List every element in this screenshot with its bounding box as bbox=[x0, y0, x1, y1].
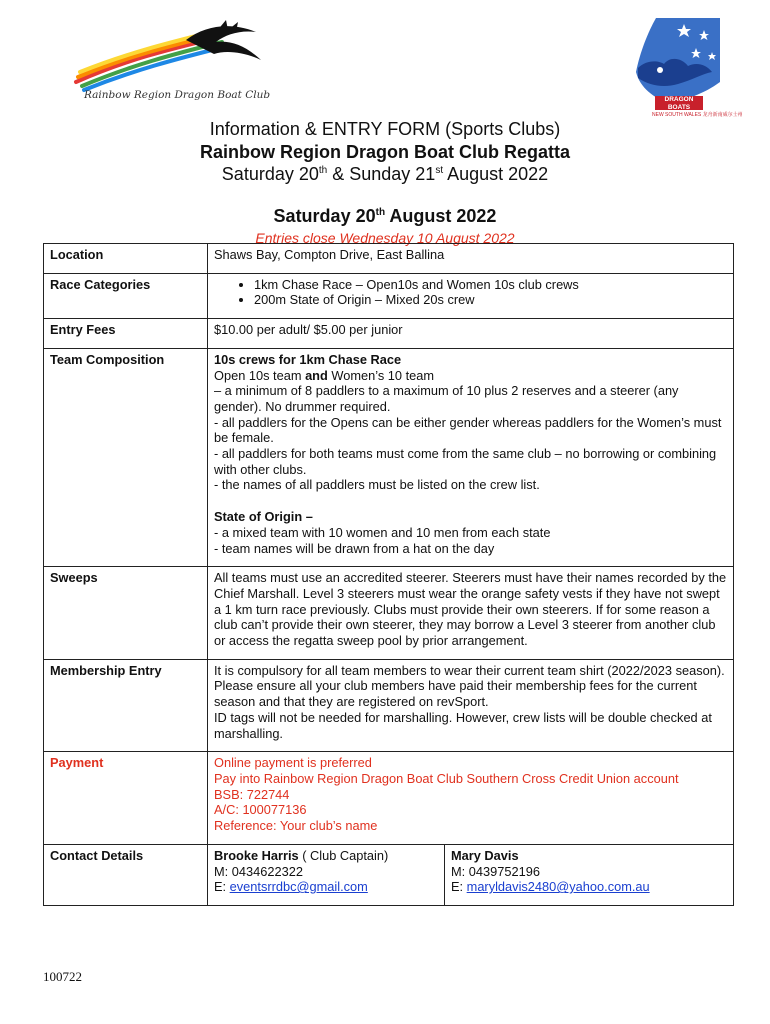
row-contact bbox=[44, 844, 734, 905]
row-race-categories bbox=[44, 273, 734, 318]
race-categories-value bbox=[208, 273, 734, 318]
team-heading: 10s crews for 1km Chase Race bbox=[214, 351, 402, 367]
contact-name: Mary Davis bbox=[451, 847, 519, 863]
document-code: 100722 bbox=[43, 969, 82, 984]
team-line: - all paddlers for both teams must come from the same club – no borrowing or combining with other clubs. bbox=[214, 446, 717, 477]
race-category-item: • 1km Chase Race – Open10s and Women 10s club crews bbox=[254, 277, 729, 293]
race-category-item: • 200m State of Origin – Mixed 20s crew bbox=[254, 292, 729, 308]
contact-brooke: Brooke Harris ( Club Captain) M: 0434622322 E: eventsrrdbc@gmail.com bbox=[208, 845, 445, 905]
membership-line: ID tags will not be needed for marshalling. However, crew lists will be double checked at marshalling. bbox=[214, 709, 712, 741]
club-logo bbox=[66, 20, 271, 110]
logo-caption: Rainbow Region Dragon Boat Club bbox=[84, 89, 271, 101]
payment-label: Payment bbox=[44, 752, 208, 845]
membership-line: Please ensure all your club members have paid their membership fees for the current season and that they are registered on revSport. bbox=[214, 678, 697, 710]
rainbow-dragon-logo-icon bbox=[66, 20, 271, 92]
contact-mobile: M: 0434622322 bbox=[214, 863, 303, 879]
row-team-composition bbox=[44, 348, 734, 566]
team-composition-label: Team Composition bbox=[44, 348, 208, 566]
row-sweeps bbox=[44, 567, 734, 660]
row-payment bbox=[44, 752, 734, 845]
sweeps-value: All teams must use an accredited steerer. Steerers must have their names recorded by the Chief Marshall. Level 3 steerers must wear the orange safety vests if they have not swept a 1 km turn race previously. Clubs must provide their own steerers. If for some reason a club can’t provide their own steerer, they may borrow a Level 3 steerer from another club or access the regatta sweep pool by prior arrangement. bbox=[208, 567, 734, 660]
team-composition-value bbox=[208, 348, 734, 566]
payment-line: Pay into Rainbow Region Dragon Boat Club Southern Cross Credit Union account bbox=[214, 770, 679, 786]
team-line: Open 10s team and Women’s 10 team bbox=[214, 367, 435, 383]
location-label: Location bbox=[44, 244, 208, 274]
sweeps-label: Sweeps bbox=[44, 567, 208, 660]
regatta-title: Rainbow Region Dragon Boat Club Regatta bbox=[199, 142, 570, 162]
payment-reference: Reference: Your club’s name bbox=[214, 818, 378, 834]
contact-name: Brooke Harris bbox=[214, 847, 299, 863]
contact-mobile: M: 0439752196 bbox=[451, 863, 540, 879]
membership-line: It is compulsory for all team members to wear their current team shirt (2022/2023 season). bbox=[214, 662, 725, 678]
dragon-boats-nsw-logo bbox=[634, 12, 743, 122]
row-location bbox=[44, 244, 734, 274]
contact-label: Contact Details bbox=[44, 844, 208, 905]
logo-badge: DRAGON BOATS bbox=[655, 96, 703, 110]
contact-email-link[interactable]: eventsrrdbc@gmail.com bbox=[229, 879, 368, 895]
origin-line: - a mixed team with 10 women and 10 men from each state bbox=[214, 524, 551, 540]
payment-bsb: BSB: 722744 bbox=[214, 786, 290, 802]
membership-value bbox=[208, 659, 734, 752]
logo-subtitle: NEW SOUTH WALES 龙舟新南威尔士州 bbox=[652, 112, 743, 118]
contact-role: ( Club Captain) bbox=[298, 847, 389, 863]
entries-close-notice: Entries close Wednesday 10 August 2022 bbox=[255, 230, 515, 246]
payment-line: Online payment is preferred bbox=[214, 755, 372, 771]
team-line: - the names of all paddlers must be listed on the crew list. bbox=[214, 477, 540, 493]
day-heading: Saturday 20th August 2022 bbox=[273, 206, 497, 226]
team-line: – a minimum of 8 paddlers to a maximum of 10 plus 2 reserves and a steerer (any gender). No drummer required. bbox=[214, 383, 679, 414]
row-entry-fees bbox=[44, 319, 734, 349]
team-line: - all paddlers for the Opens can be either gender whereas paddlers for the Women’s must be female. bbox=[214, 414, 722, 446]
info-table bbox=[43, 243, 734, 906]
origin-line: - team names will be drawn from a hat on the day bbox=[214, 540, 495, 556]
payment-value bbox=[208, 752, 734, 845]
regatta-dates: Saturday 20th & Sunday 21st August 2022 bbox=[221, 164, 549, 184]
form-title: Information & ENTRY FORM (Sports Clubs) bbox=[209, 119, 561, 139]
race-categories-label: Race Categories bbox=[44, 273, 208, 318]
contact-email-link[interactable]: maryldavis2480@yahoo.com.au bbox=[466, 879, 650, 895]
location-value: Shaws Bay, Compton Drive, East Ballina bbox=[208, 244, 734, 274]
entry-fees-value: $10.00 per adult/ $5.00 per junior bbox=[208, 319, 734, 349]
contact-value bbox=[208, 844, 734, 905]
origin-heading: State of Origin – bbox=[214, 509, 313, 525]
membership-label: Membership Entry bbox=[44, 659, 208, 752]
row-membership bbox=[44, 659, 734, 752]
payment-account: A/C: 100077136 bbox=[214, 802, 307, 818]
entry-fees-label: Entry Fees bbox=[44, 319, 208, 349]
contact-mary: Mary Davis M: 0439752196 E: maryldavis2480@yahoo.com.au bbox=[451, 847, 650, 895]
